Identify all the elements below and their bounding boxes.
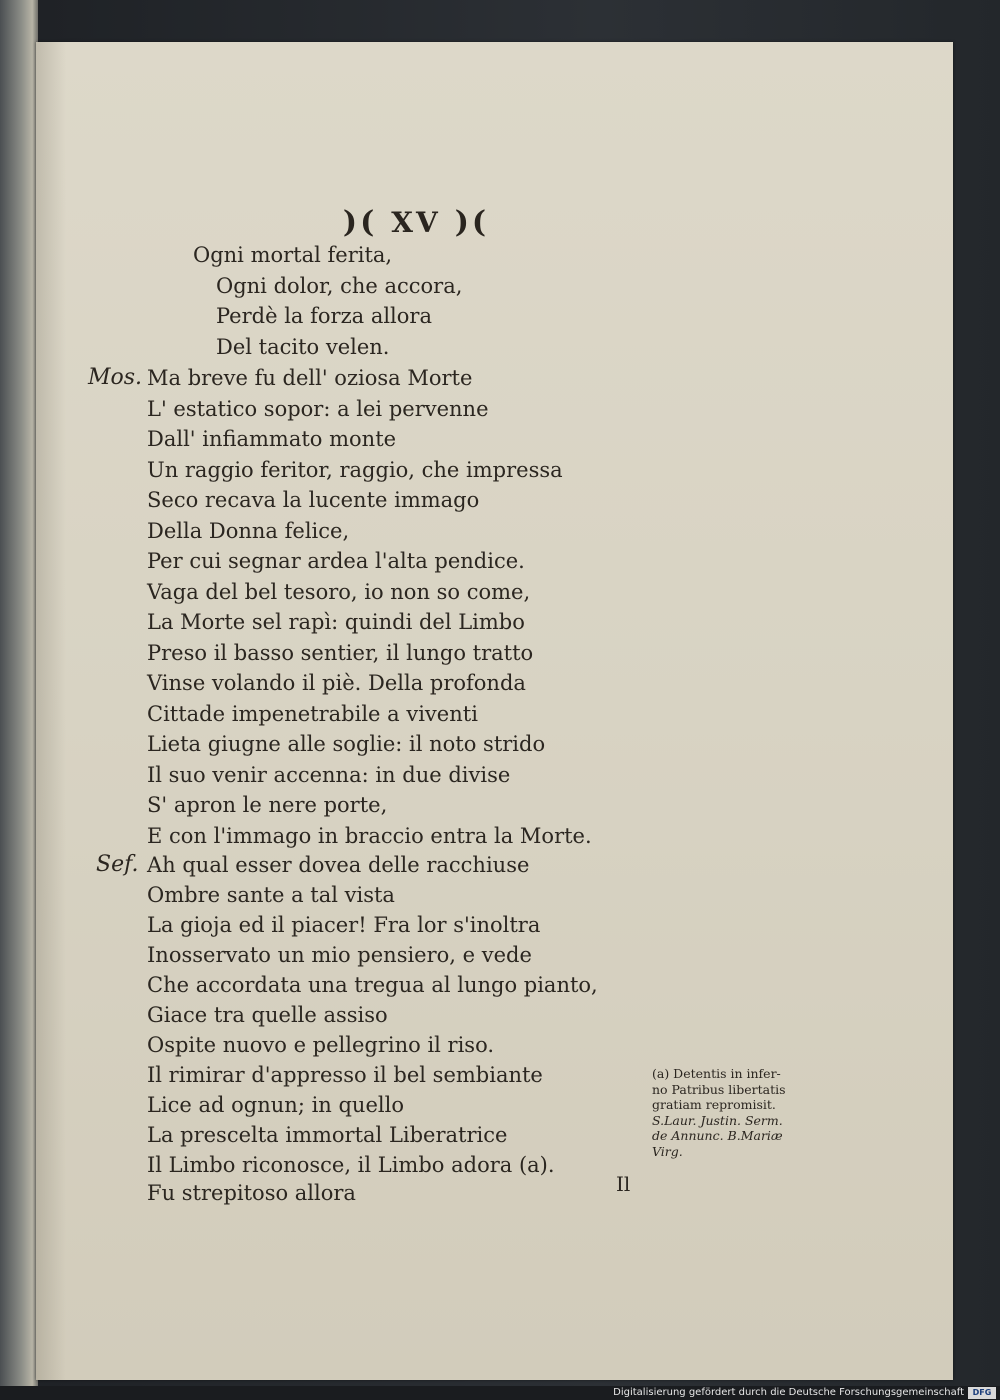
verse-line: Ogni mortal ferita, — [193, 243, 393, 267]
footnote-line: gratiam repromisit. — [652, 1097, 776, 1112]
verse-line: S' apron le nere porte, — [147, 793, 388, 817]
verse-line: E con l'immago in braccio entra la Morte. — [147, 824, 592, 848]
footnote-line: no Patribus libertatis — [652, 1081, 786, 1097]
digitization-credit: Digitalisierung gefördert durch die Deutsche Forschungsgemeinschaft — [613, 1387, 964, 1398]
page-numeral: XV — [391, 205, 441, 239]
verse-line: Il suo venir accenna: in due divise — [147, 763, 511, 787]
verse-line: Inosservato un mio pensiero, e vede — [147, 943, 532, 967]
verse-line: La gioja ed il piacer! Fra lor s'inoltra — [147, 913, 541, 937]
verse-line: Il rimirar d'appresso il bel sembiante — [147, 1063, 543, 1087]
verse-line: L' estatico sopor: a lei pervenne — [147, 397, 489, 421]
verse-line: Vaga del bel tesoro, io non so come, — [147, 580, 531, 604]
verse-line: Un raggio feritor, raggio, che impressa — [147, 458, 563, 482]
verse-line: Della Donna felice, — [147, 519, 350, 543]
previous-page-edge — [0, 0, 38, 1390]
dfg-logo-icon: DFG — [968, 1387, 996, 1399]
verse-line: Lice ad ognun; in quello — [147, 1093, 404, 1117]
ornament-right: )( — [454, 204, 490, 240]
footnote-line: de Annunc. B.Mariæ — [652, 1128, 783, 1143]
verse-line: Lieta giugne alle soglie: il noto strido — [147, 732, 546, 756]
verse-line: Preso il basso sentier, il lungo tratto — [147, 641, 534, 665]
verse-line: La prescelta immortal Liberatrice — [147, 1123, 508, 1147]
verse-line: Il Limbo riconosce, il Limbo adora (a). — [147, 1153, 555, 1177]
verse-line: Cittade impenetrabile a viventi — [147, 702, 478, 726]
verse-line: Ogni dolor, che accora, — [216, 274, 463, 298]
footnote-line: S.Laur. Justin. Serm. — [652, 1112, 783, 1128]
verse-line: Giace tra quelle assiso — [147, 1003, 388, 1027]
verse-line: Perdè la forza allora — [216, 304, 432, 328]
footnote-line: (a) Detentis in infer- — [652, 1066, 781, 1081]
speaker-label: Mos. — [88, 365, 143, 390]
verse-line: Per cui segnar ardea l'alta pendice. — [147, 549, 525, 573]
verse-line: Che accordata una tregua al lungo pianto, — [147, 973, 598, 997]
verse-line: Seco recava la lucente immago — [147, 488, 480, 512]
book-page — [36, 42, 953, 1380]
verse-line: Del tacito velen. — [216, 335, 390, 359]
verse-line: Fu strepitoso allora — [147, 1181, 356, 1205]
verse-line: Ma breve fu dell' oziosa Morte — [147, 366, 473, 390]
verse-line: Dall' infiammato monte — [147, 427, 397, 451]
verse-line: La Morte sel rapì: quindi del Limbo — [147, 610, 525, 634]
page-header — [326, 202, 506, 242]
speaker-label: Sef. — [96, 852, 139, 877]
verse-line: Ospite nuovo e pellegrino il riso. — [147, 1033, 495, 1057]
footnote — [652, 1066, 832, 1159]
verse-line: Ombre sante a tal vista — [147, 883, 395, 907]
catchword: Il — [616, 1172, 631, 1196]
ornament-left: )( — [342, 204, 378, 240]
verse-line: Vinse volando il piè. Della profonda — [147, 671, 526, 695]
verse-line: Ah qual esser dovea delle racchiuse — [147, 853, 530, 877]
footnote-line: Virg. — [652, 1143, 683, 1159]
